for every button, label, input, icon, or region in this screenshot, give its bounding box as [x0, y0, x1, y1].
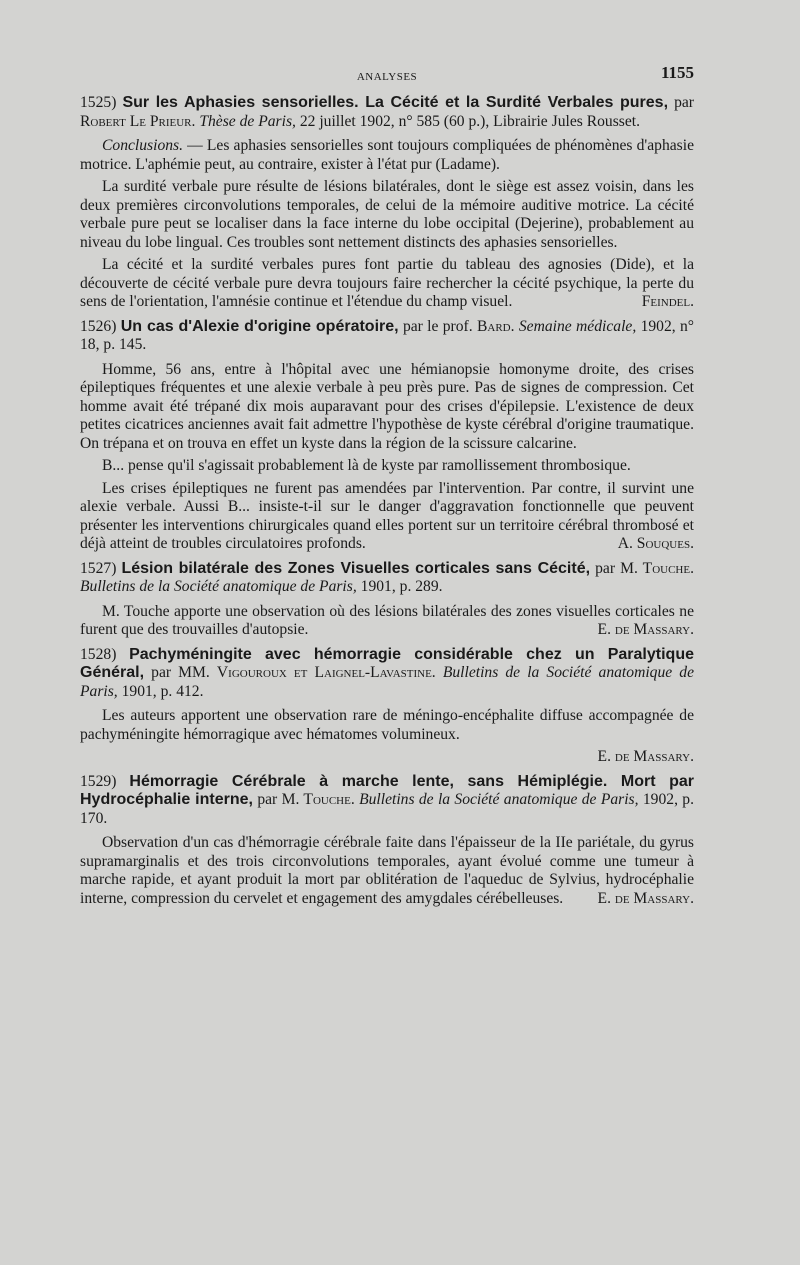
paragraph: Les auteurs apportent une observation rare de méningo-encéphalite diffuse accompagnée de pachyméningite hémorragique avec hématomes volumineux. — [80, 707, 694, 743]
entry-source: Thèse de Paris, — [199, 112, 296, 130]
signature: E. de Massary. — [597, 621, 694, 638]
entry-heading — [80, 94, 694, 131]
entry-number: 1526) — [80, 317, 117, 335]
paragraph — [80, 480, 694, 554]
paragraph-text: La cécité et la surdité verbales pures font partie du tableau des agnosies (Dide), et la découverte de cécité verbale pure devra toujours faire rechercher la cécité psychique, la perte du sens de l'orientation, l'amnésie continue et l'étendue du champ visuel. — [80, 256, 694, 310]
paragraph: La surdité verbale pure résulte de lésions bilatérales, dont le siège est assez voisin, dans les deux premières circonvolutions temporales, de celui de la mémoire auditive motrice. La cécité verbale pure peut se localiser dans la face interne du lobe occipital (Dejerine), probablement au niveau du lobe lingual. Ces troubles sont nettement distincts des aphasies sensorielles. — [80, 178, 694, 251]
signature: E. de Massary. — [597, 889, 694, 907]
entry-1527 — [80, 560, 694, 640]
entry-heading — [80, 560, 694, 597]
entry-title: Un cas d'Alexie d'origine opératoire, — [120, 317, 399, 335]
entry-1529 — [80, 773, 694, 909]
entry-heading — [80, 773, 694, 829]
entry-by: par — [595, 559, 616, 577]
page-number: 1155 — [660, 63, 694, 82]
paragraph: Homme, 56 ans, entre à l'hôpital avec une hémianopsie homonyme droite, des crises épileptiques fréquentes et une alexie verbale à peu près pure. Pas de signes de compression. Cet homme avait été trépané dix mois auparavant pour des crises d'épilepsie. L'existence de deux petites cicatrices anciennes avait fait admettre l'hypothèse de kyste cérébral d'origine traumatique. On trépana et on trouva en effet un kyste dans la région de la scissure calcarine. — [80, 360, 694, 452]
signature: A. Souques. — [617, 535, 694, 552]
paragraph — [80, 834, 694, 908]
entry-1528 — [80, 646, 694, 767]
entry-by: par — [674, 94, 694, 111]
text-block — [80, 60, 694, 912]
entry-number: 1528) — [80, 645, 117, 663]
paragraph — [80, 603, 694, 640]
entry-1526 — [80, 318, 694, 554]
entry-title: Sur les Aphasies sensorielles. La Cécité et la Surdité Verbales pures, — [122, 94, 669, 111]
entry-number: 1529) — [80, 772, 117, 790]
running-header — [80, 60, 694, 82]
entry-number: 1525) — [80, 94, 117, 111]
paragraph-text: — Les aphasies sensorielles sont toujours compliquées de phénomènes d'aphasie motrice. L'aphémie peut, au contraire, exister à l'état pur (Ladame). — [80, 137, 694, 173]
signature: Feindel. — [641, 293, 694, 310]
entry-details: 1901, p. 289. — [360, 578, 443, 595]
entry-heading — [80, 318, 694, 355]
paragraph-text: Observation d'un cas d'hémorragie cérébrale faite dans l'épaisseur de la IIe pariétale, du gyrus supramarginalis et des trois circonvolutions temporales, ayant évolué comme une tumeur à marche rapide, et ayant produit la mort par oblitération de l'aqueduc de Sylvius, hydrocéphalie interne, compression du cervelet et engagement des amygdales cérébelleuses. — [80, 834, 694, 907]
entry-source: Bulletins de la Société anatomique de Paris, — [80, 664, 694, 700]
entry-source: Bulletins de la Société anatomique de Paris, — [80, 578, 357, 595]
entry-author: Vigouroux et Laignel-Lavastine. — [216, 664, 436, 681]
entry-by: par MM. — [151, 664, 210, 681]
entry-heading — [80, 646, 694, 702]
header-title: ANALYSES — [356, 71, 418, 83]
paragraph-text: M. Touche apporte une observation où des lésions bilatérales des zones visuelles corticales ne furent que des trouvailles d'autopsie. — [80, 602, 694, 638]
paragraph — [80, 256, 694, 312]
entry-title: Pachyméningite avec hémorragie considérable chez un Paralytique Général, — [80, 645, 694, 681]
entry-author: M. Touche. — [281, 791, 355, 808]
entry-title: Hémorragie Cérébrale à marche lente, sans Hémiplégie. Mort par Hydrocéphalie interne, — [80, 772, 694, 808]
conclusions-label: Conclusions. — [102, 137, 184, 154]
entry-details: 22 juillet 1902, n° 585 (60 p.), Librairie Jules Rousset. — [299, 112, 640, 130]
entry-1525 — [80, 94, 694, 312]
entry-number: 1527) — [80, 559, 117, 577]
entry-author: Robert Le Prieur. — [80, 112, 196, 130]
entry-by: par — [257, 791, 278, 808]
entry-details: 1901, p. 412. — [121, 682, 204, 700]
entry-details: 1902, p. 170. — [80, 791, 695, 827]
entry-source: Bulletins de la Société anatomique de Paris, — [359, 791, 639, 808]
entry-title: Lésion bilatérale des Zones Visuelles corticales sans Cécité, — [121, 559, 591, 577]
paragraph-text: Les crises épileptiques ne furent pas amendées par l'intervention. Par contre, il survint une alexie verbale. Aussi B... insiste-t-il sur le danger d'aggravation fonctionnelle que peuvent présenter les interventions chirurgicales quand elles portent sur un territoire cérébral thrombosé et déjà atteint de troubles circulatoires profonds. — [80, 479, 694, 552]
paragraph: B... pense qu'il s'agissait probablement là de kyste par ramollissement thrombosique. — [102, 457, 631, 474]
entry-author: Bard. — [477, 317, 515, 335]
entry-author: M. Touche. — [620, 559, 694, 577]
entry-by: par le prof. — [402, 317, 473, 335]
signature: E. de Massary. — [597, 748, 694, 765]
entry-source: Semaine médicale, — [518, 317, 637, 335]
entry-details: 1902, n° 18, p. 145. — [80, 317, 695, 353]
paragraph — [80, 137, 694, 174]
